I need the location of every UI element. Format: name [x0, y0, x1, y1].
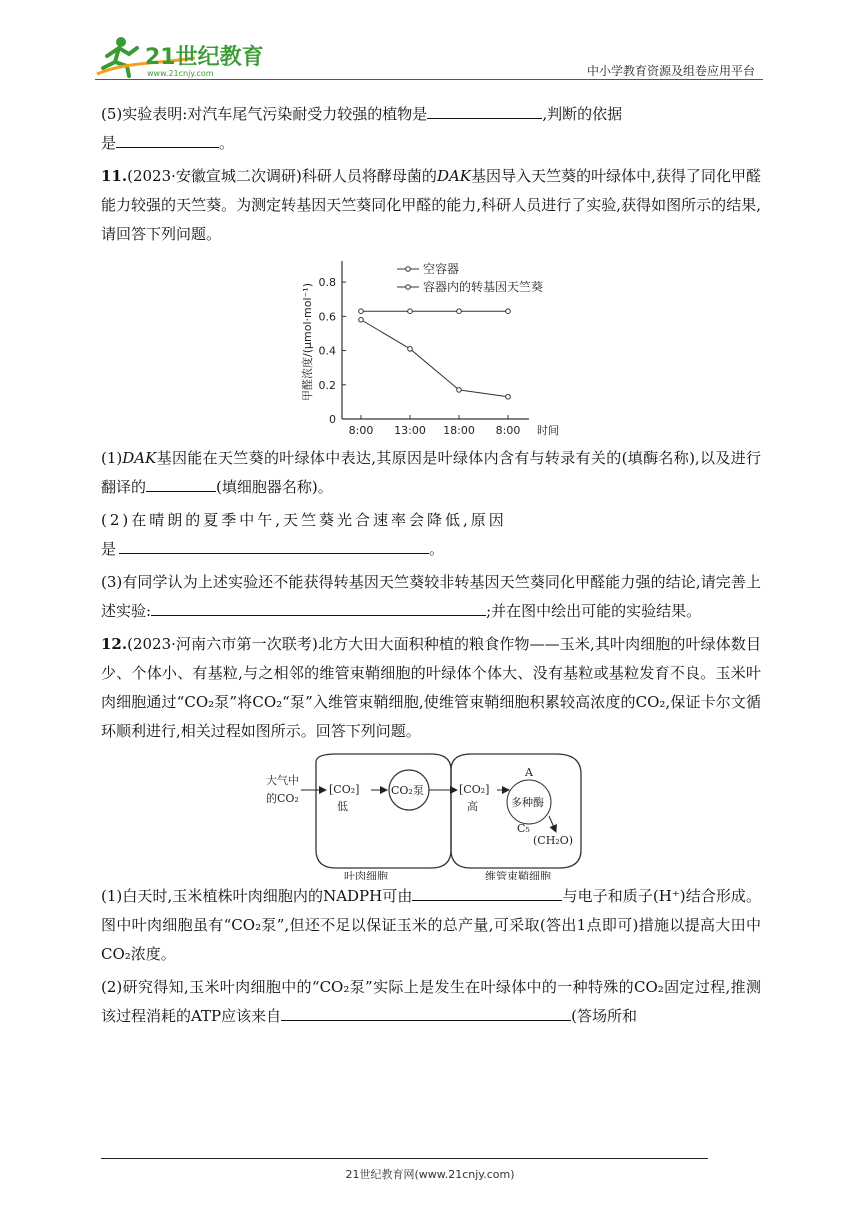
- q11-stem-text-b: 基因导入天竺葵的叶绿体中,获得了同化甲醛能力较强的天竺葵。为测定转基因天竺葵同化甲醛的能力,科研人员进行了实验,获得如图所示的结果,请回答下列问题。: [101, 167, 761, 243]
- legend-label-1: 空容器: [423, 262, 460, 276]
- answer-blank[interactable]: [151, 597, 486, 616]
- answer-blank[interactable]: [427, 100, 542, 119]
- document-body: [101, 100, 761, 1035]
- header-rule: [95, 79, 763, 80]
- answer-blank[interactable]: [116, 129, 219, 148]
- co2-pump-label: CO₂泵: [391, 784, 424, 797]
- data-point: [408, 347, 413, 352]
- formaldehyde-chart: [101, 253, 761, 438]
- q11-sub3: [101, 568, 761, 626]
- co2-low-label: [CO₂]: [329, 783, 360, 796]
- q11-sub1-text: 基因能在天竺葵的叶绿体中表达,其原因是叶绿体内含有与转录有关的: [156, 449, 622, 467]
- legend-marker-1: [406, 267, 411, 272]
- product-a-label: A: [525, 766, 533, 779]
- data-point: [457, 309, 462, 314]
- q12-sub2: [101, 973, 761, 1031]
- chart-svg: [101, 253, 761, 438]
- y-tick-label: 0.4: [318, 344, 336, 358]
- series-line-2: [361, 320, 508, 397]
- page-footer: 21世纪教育网(www.21cnjy.com): [345, 1168, 515, 1181]
- q11-sub2-text-b: 是: [101, 540, 120, 558]
- x-tick-label: 8:00: [495, 424, 521, 437]
- q12-sub1-text: (1)白天时,玉米植株叶肉细胞内的NADPH可由: [101, 887, 413, 905]
- question-number: 11.: [101, 167, 128, 185]
- answer-blank[interactable]: [146, 473, 216, 492]
- y-tick-label: 0.8: [318, 276, 336, 290]
- sub-label: (1): [101, 449, 123, 467]
- logo-text: 21世纪教育: [145, 45, 264, 70]
- q11-stem-text: 科研人员将酵母菌的: [301, 167, 437, 185]
- q11-stem: [101, 162, 761, 249]
- data-point: [359, 317, 364, 322]
- q10-part5-text: (5)实验表明:对汽车尾气污染耐受力较强的植物是: [101, 105, 428, 123]
- answer-blank[interactable]: [412, 882, 562, 901]
- co2-pump-diagram: [101, 750, 761, 880]
- q11-sub2-text-c: 。: [429, 540, 448, 558]
- q10-part5-text-c: 是: [101, 134, 117, 152]
- legend-marker-2: [406, 285, 411, 290]
- enzymes-label: 多种酶: [511, 796, 544, 809]
- q10-part5-text-d: 。: [219, 134, 235, 152]
- data-point: [506, 309, 511, 314]
- legend-label-2: 容器内的转基因天竺葵: [423, 280, 544, 294]
- data-point: [359, 309, 364, 314]
- co2-high-label: [CO₂]: [459, 783, 490, 796]
- x-tick-label: 8:00: [348, 424, 374, 437]
- bundle-sheath-label: 维管束鞘细胞: [485, 870, 551, 880]
- question-number: 12.: [101, 635, 128, 653]
- arrow: [549, 816, 556, 832]
- low-label: 低: [337, 800, 348, 813]
- q12-stem: [101, 630, 761, 746]
- logo-url: www.21cnjy.com: [147, 69, 214, 78]
- x-tick-label: 18:00: [443, 424, 475, 437]
- y-tick-label: 0.6: [318, 310, 336, 324]
- logo: [95, 34, 265, 78]
- answer-blank[interactable]: [119, 535, 429, 554]
- q11-sub2: [101, 506, 761, 564]
- q11-sub1-text-c: (填酶名称),以及进行翻译的: [101, 449, 761, 496]
- ch2o-label: (CH₂O): [533, 834, 574, 847]
- platform-name: 中小学教育资源及组卷应用平台: [586, 64, 755, 78]
- q12-sub1-text-b: 与电子和质子(H⁺)结合形成。图中叶肉细胞虽有“CO₂泵”,但还不足以保证玉米的总产量,可采取(答出1点即可)措施以提高大田中CO₂浓度。: [101, 887, 761, 963]
- y-tick-label: 0.2: [318, 378, 336, 392]
- footer-rule: [101, 1158, 708, 1159]
- y-axis-label: 甲醛浓度/(μmol·mol⁻¹): [301, 282, 314, 402]
- x-axis-label: 时间: [537, 424, 559, 437]
- c5-label: C₅: [517, 822, 530, 835]
- data-point: [457, 388, 462, 393]
- data-point: [408, 309, 413, 314]
- atmosphere-label-2: 的CO₂: [266, 792, 299, 805]
- data-point: [506, 394, 511, 399]
- gene-name: DAK: [436, 167, 472, 185]
- q12-sub1: [101, 882, 761, 969]
- q10-part5: [101, 100, 761, 158]
- gene-name: DAK: [122, 449, 157, 467]
- q12-stem-text: 北方大田大面积种植的粮食作物——玉米,其叶肉细胞的叶绿体数目少、个体小、有基粒,与之相邻的维管束鞘细胞的叶绿体个体大、没有基粒或基粒发育不良。玉米叶肉细胞通过“CO₂泵”将CO₂“泵”入维管束鞘细胞,使维管束鞘细胞积累较高浓度的CO₂,保证卡尔文循环顺利进行,相关过程如图所示。回答下列问题。: [101, 635, 761, 740]
- q10-part5-text-b: ,判断的依据: [542, 105, 623, 123]
- y-tick-label: 0: [329, 413, 336, 426]
- diagram-svg: [101, 750, 761, 880]
- q11-sub2-text: (2)在晴朗的夏季中午,天竺葵光合速率会降低,原因: [101, 511, 507, 529]
- q11-sub3-text: (3)有同学认为上述实验还不能获得转基因天竺葵较非转基因天竺葵同化甲醛能力强的结论,请完善上述实验:: [101, 573, 761, 620]
- q12-sub2-text-b: (答场所和: [571, 1007, 637, 1025]
- x-tick-label: 13:00: [394, 424, 426, 437]
- q11-sub1: [101, 444, 761, 502]
- question-source: (2023·河南六市第一次联考): [127, 635, 318, 653]
- q11-sub3-text-b: ;并在图中绘出可能的实验结果。: [486, 602, 702, 620]
- q11-sub1-text-d: (填细胞器名称)。: [216, 478, 333, 496]
- q12-sub2-text: (2)研究得知,玉米叶肉细胞中的“CO₂泵”实际上是发生在叶绿体中的一种特殊的CO₂固定过程,推测该过程消耗的ATP应该来自: [101, 978, 761, 1025]
- question-source: (2023·安徽宣城二次调研): [127, 167, 302, 185]
- mesophyll-label: 叶肉细胞: [344, 870, 388, 880]
- page-header: [95, 30, 763, 82]
- high-label: 高: [467, 800, 478, 813]
- answer-blank[interactable]: [281, 1002, 571, 1021]
- atmosphere-label: 大气中: [266, 774, 299, 787]
